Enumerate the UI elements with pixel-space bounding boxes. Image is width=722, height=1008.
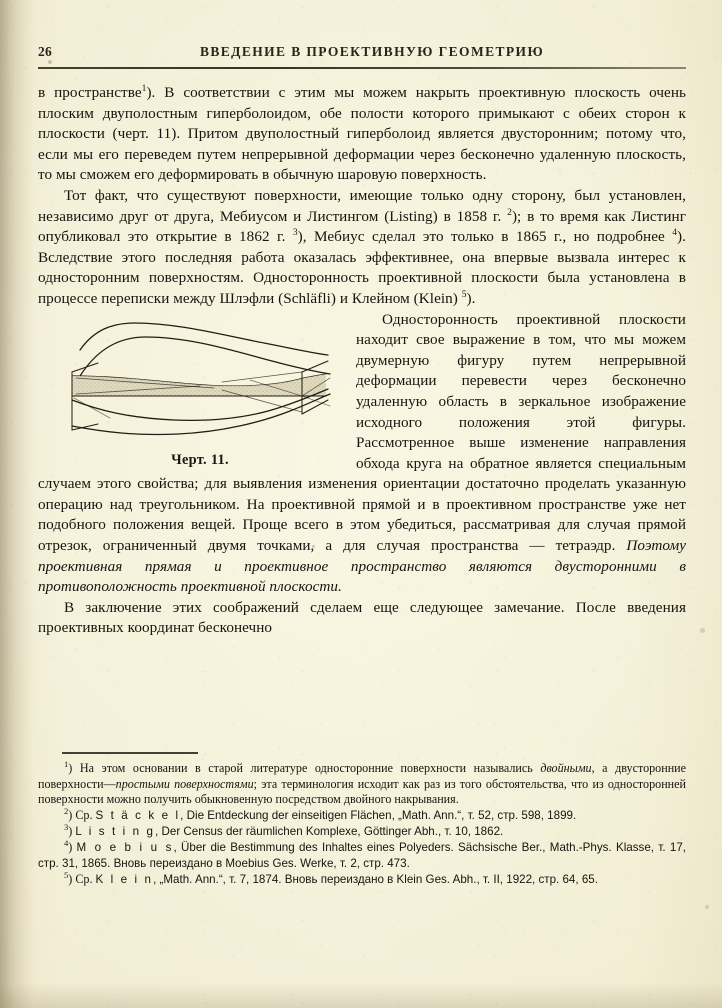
scan-edge-shadow-bottom bbox=[0, 982, 722, 1008]
footnote-marker: 4 bbox=[64, 838, 69, 849]
figure-block bbox=[50, 314, 342, 471]
footnote-text-a: ) На этом основании в старой литературе односторонние поверхности назывались bbox=[68, 760, 541, 775]
paper-speck bbox=[700, 628, 705, 633]
footnotes-section bbox=[38, 752, 686, 888]
page-content bbox=[38, 44, 686, 639]
footnote-item bbox=[38, 808, 686, 824]
running-head bbox=[38, 44, 686, 64]
footnote-marker: 5 bbox=[64, 869, 69, 880]
para2-text-d: ). Вследствие этого последняя работа оказалась эффективнее, она впервые вызвала интерес к односторонним поверхностям. Односторонность проективной плоскости была установлена в процессе переписки между Шлэфли (Schläfli) и Клейном (Klein) bbox=[38, 228, 686, 307]
footnote-item bbox=[38, 824, 686, 840]
para1-text-a: в пространстве bbox=[38, 84, 142, 101]
footnote-ref-5[interactable]: 5 bbox=[461, 289, 467, 300]
para3-text: Односторонность проективной плоскости находит свое выражение в том, что мы можем двумерную фигуру путем непрерывной деформации перевести через бесконечно удаленную область в зеркальное изображение исходного положения этой фигуры. Рассмотренное выше изменение направления обхода круга на обратное является специальным случаем этого свойства; для выявления изменения ориентации достаточно проделать указанную операцию над треугольником. На проективной прямой и в проективном пространстве уже нет подобного положения вещей. Проще всего в этом убедиться, рассматривая для случая прямой отрезок, ограниченный двумя точками, а для случая пространства — тетраэдр. bbox=[38, 310, 686, 555]
paragraph-4 bbox=[38, 598, 686, 639]
footnote-marker: 2 bbox=[64, 806, 69, 817]
page-number: 26 bbox=[38, 44, 53, 59]
para4-text: В заключение этих соображений сделаем еще следующее замечание. После введения проективных координат бесконечно bbox=[38, 598, 686, 637]
footnote-author-name: S t ä c k e l bbox=[95, 809, 181, 823]
para2-text-a: Тот факт, что существуют поверхности, имеющие только одну сторону, был установлен, независимо друг от друга, Мебиусом и Листингом (Listing) в 1858 г. bbox=[38, 186, 686, 225]
footnote-text-a: ) bbox=[68, 824, 76, 839]
footnote-text-b: , а двусторонние поверхности— bbox=[38, 760, 687, 791]
para1-text-b: ). В соответствии с этим мы можем накрыть проективную плоскость очень плоским двуполостным гиперболоидом, обе полости которого примыкают с обеих сторон к плоскости (черт. 11). Притом двуполостный гиперболоид является двусторонним; потому что, если мы его переведем путем непрерывной деформации через бесконечно удаленную плоскость, то мы сможем его деформировать в обычную шаровую поверхность. bbox=[38, 84, 687, 184]
footnote-author-name: L i s t i n g bbox=[75, 825, 156, 839]
footnote-italic-b: простыми поверхностями bbox=[115, 776, 254, 791]
para2-text-e: ). bbox=[466, 289, 476, 307]
footnote-author-name: M o e b i u s bbox=[76, 841, 174, 855]
footnote-item bbox=[38, 758, 687, 809]
footnote-text-c: ; эта терминология исходит как раз из того обстоятельства, что из односторонней поверхности можно получить обыкновенную посредством двойного накрывания. bbox=[38, 776, 686, 807]
footnote-ref-1[interactable]: 1 bbox=[141, 83, 147, 94]
footnote-text-b: , Der Census der räumlichen Komplexe, Göttinger Abh., т. 10, 1862. bbox=[155, 825, 504, 839]
scan-edge-shadow-left bbox=[0, 0, 34, 1008]
para2-text-b: ); в то время как Листинг опубликовал это открытие в 1862 г. bbox=[38, 207, 687, 246]
running-head-title: ВВЕДЕНИЕ В ПРОЕКТИВНУЮ ГЕОМЕТРИЮ bbox=[199, 44, 545, 59]
figure-caption: Черт. 11. bbox=[171, 451, 229, 468]
footnote-ref-3[interactable]: 3 bbox=[292, 228, 298, 239]
para3-italic-text: Поэтому проективная прямая и проективное пространство являются двусторонними в противоположность проективной плоскости. bbox=[38, 537, 686, 596]
footnote-text-b: , Die Entdeckung der einseitigen Flächen, „Math. Ann.“, т. 52, стр. 598, 1899. bbox=[180, 809, 577, 823]
footnote-ref-2[interactable]: 2 bbox=[507, 207, 512, 218]
paper-speck bbox=[705, 905, 709, 909]
footnote-marker: 1 bbox=[64, 758, 69, 769]
footnote-text-a: ) bbox=[68, 840, 77, 855]
paragraph-2 bbox=[38, 186, 686, 310]
paragraph-1 bbox=[38, 83, 686, 186]
footnote-text-b: , Über die Bestimmung des Inhaltes eines Polyeders. Sächsische Ber., Math.-Phys. Klasse, т. 17, стр. 31, 1865. Вновь переиздано в Moebius Ges. Werke, т. 2, стр. 473. bbox=[38, 841, 686, 871]
footnote-list bbox=[38, 758, 687, 888]
body-text bbox=[38, 83, 686, 639]
footnote-text-a: ) Ср. bbox=[68, 808, 96, 823]
footnote-text-a: ) Ср. bbox=[68, 871, 96, 886]
footnote-marker: 3 bbox=[64, 822, 69, 833]
footnote-ref-4[interactable]: 4 bbox=[672, 228, 678, 239]
footnote-text-b: , „Math. Ann.“, т. 7, 1874. Вновь переиздано в Klein Ges. Abh., т. II, 1922, стр. 64, 65. bbox=[153, 872, 598, 886]
footnote-author-name: K l e i n bbox=[95, 872, 154, 886]
footnote-item bbox=[38, 840, 686, 872]
footnote-separator-rule bbox=[62, 752, 198, 754]
footnote-italic-a: двойными bbox=[540, 760, 592, 775]
footnote-item bbox=[38, 869, 686, 888]
header-rule bbox=[38, 67, 686, 69]
hyperboloid-figure bbox=[50, 314, 332, 442]
paragraph-3 bbox=[38, 310, 686, 598]
para2-text-c: ), Мебиус сделал это только в 1865 г., но подробнее bbox=[297, 228, 673, 246]
